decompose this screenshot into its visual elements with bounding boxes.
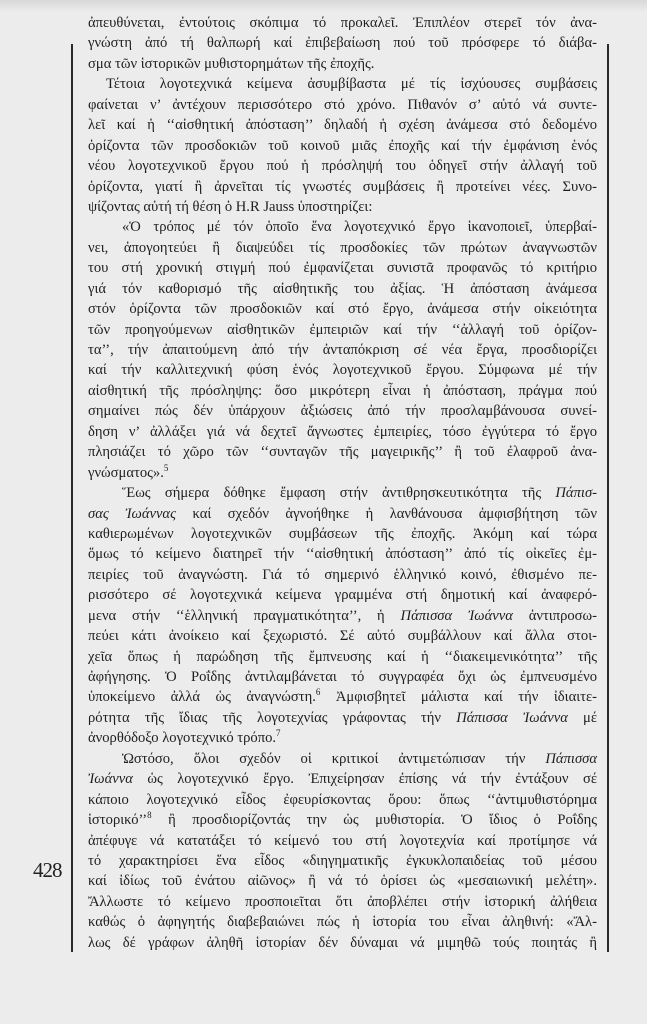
text-line: [88, 606, 597, 626]
text-line: [88, 136, 597, 156]
text-segment: ἀνορθόδοξο λογοτεχνικό τρόπο.: [88, 730, 277, 747]
text-segment: μέ: [567, 709, 597, 726]
text-segment: Πάπισσα Ἰωάννα: [456, 709, 568, 726]
text-segment: πλησιάζει τό χῶρο τῶν ‘‘συνταγῶν τῆς μαγειρικῆς’’ ἢ τοῦ ἐλαφροῦ ἀνα-: [88, 444, 597, 461]
footnote-ref: 5: [163, 462, 169, 473]
text-segment: νέου λογοτεχνικοῦ ἔργου πού ἡ πρόσληψή του ὁδηγεῖ στήν ἀλλαγή τοῦ: [88, 158, 597, 175]
text-segment: γνώσματος».: [88, 464, 164, 481]
text-segment: ρισσότερο σέ λογοτεχνικά κείμενα γραμμένα στή δημοτική καί ἀναφερό-: [88, 587, 597, 604]
text-line: [88, 626, 597, 646]
text-line: [88, 687, 597, 707]
text-segment: καί τήν καλλιτεχνική φύση ἑνός λογοτεχνικοῦ ἔργου. Σύμφωνα μέ τήν: [88, 362, 597, 379]
text-line: [88, 299, 597, 319]
text-segment: πειρίες τοῦ ἀναγνώστη. Γιά τό σημερινό ἑλληνικό κοινό, ἐθισμένο πε-: [88, 566, 597, 583]
text-segment: ἀπευθύνεται, ἐντούτοις σκόπιμα τό προκαλεῖ. Ἐπιπλέον στερεῖ τόν ἀνα-: [88, 15, 597, 31]
text-line: [88, 156, 597, 176]
text-line: [88, 279, 597, 299]
text-line: [88, 320, 597, 340]
text-segment: ὅμως τό κείμενο διατηρεῖ τήν ‘‘αἰσθητική ἀπόσταση’’ ἀπό τίς οἰκεῖες ἐμ-: [88, 546, 597, 563]
text-segment: λεῖ καί ἡ ‘‘αἰσθητική ἀπόσταση’’ δηλαδή ἡ σχέση ἀνάμεσα στό δεδομένο: [88, 117, 597, 134]
text-line: [88, 728, 597, 748]
text-line: [88, 381, 597, 401]
text-line: [88, 360, 597, 380]
text-line: [88, 708, 597, 728]
body-text: [88, 13, 597, 953]
text-line: [88, 831, 597, 851]
text-line: [88, 177, 597, 197]
text-segment: Ὡστόσο, ὅλοι σχεδόν οἱ κριτικοί ἀντιμετώπισαν τήν: [122, 750, 546, 767]
text-segment: ἀφήγησης. Ὁ Ροΐδης ἀντιλαμβάνεται τό συγγραφέα ὄχι ὡς ἐμπνευσμένο: [88, 669, 597, 685]
text-segment: ὡς λογοτεχνικό ἔργο. Ἐπιχείρησαν ἐπίσης νά τήν ἐντάξουν σέ: [132, 771, 597, 788]
text-line: [88, 851, 597, 871]
text-line: [88, 54, 597, 74]
text-segment: ὁρίζοντα τῶν προσδοκιῶν τοῦ κοινοῦ μιᾶς ἐποχῆς καί τήν ἐμφάνιση ἑνός: [88, 137, 597, 154]
text-segment: Πάπισσα Ἰωάννα: [400, 607, 513, 624]
text-line: [88, 442, 597, 462]
text-segment: τα’’, τήν ἀπαιτούμενη ἀπό τήν ἀνταπόκριση σέ νέα ἔργα, προσδιορίζει: [88, 342, 597, 358]
text-segment: Πάπισ-: [555, 485, 597, 502]
text-segment: του στή χρονική στιγμή πού ἐμφανίζεται συνιστᾶ προφανῶς τό κριτήριο: [88, 260, 597, 277]
text-line: [88, 463, 597, 483]
text-line: [88, 810, 597, 830]
text-line: [88, 892, 597, 912]
text-segment: νει, ἀπογοητεύει ἢ διαψεύδει τίς προσδοκίες τῶν πρώτων ἀναγνωστῶν: [88, 239, 597, 256]
text-segment: τῶν προηγούμενων αἰσθητικῶν ἐμπειριῶν καί τήν ‘‘ἀλλαγή τοῦ ὁρίζον-: [88, 321, 597, 338]
text-segment: σας Ἰωάννας: [88, 505, 177, 522]
left-margin-rule: [71, 44, 73, 952]
text-segment: Ἀμφισβητεῖ μάλιστα καί τήν ἰδιαιτε-: [320, 689, 597, 706]
text-line: [88, 217, 597, 237]
text-segment: ρότητα τῆς ἴδιας τῆς λογοτεχνίας γράφοντας τήν: [88, 709, 457, 726]
text-line: [88, 13, 597, 33]
text-segment: Ἕως σήμερα δόθηκε ἔμφαση στήν ἀντιθρησκευτικότητα τῆς: [122, 485, 556, 502]
footnote-ref: 8: [147, 810, 152, 821]
text-line: [88, 524, 597, 544]
text-line: [88, 749, 597, 769]
text-line: [88, 238, 597, 258]
text-segment: ὁρίζοντα, γιατί ἢ ἀρνεῖται τίς γνωστές συμβάσεις ἢ προτείνει νέες. Συνο-: [88, 178, 597, 195]
footnote-ref: 6: [315, 687, 321, 698]
text-line: [88, 790, 597, 810]
text-segment: καί ἰδίως τοῦ ἐνάτου αἰῶνος» ἢ νά τό ὁρίσει ὡς «μεσαιωνική μελέτη».: [88, 873, 597, 890]
text-line: [88, 871, 597, 891]
text-segment: λως δέ γράφων ἀληθῆ ἱστορίαν δέν δύναμαι νά μιμηθῶ τούς ποιητάς ἢ: [88, 934, 597, 951]
text-line: [88, 422, 597, 442]
page-number: 428: [33, 858, 62, 882]
text-segment: καί σχεδόν ἀγνοήθηκε ἡ λανθάνουσα ἀμφισβήτηση τῶν: [176, 505, 598, 522]
text-segment: τό χαρακτηρίσει ἕνα εἶδος «διηγηματικῆς ἐγκυκλοπαιδείας τοῦ μέσου: [88, 852, 597, 869]
text-line: [88, 504, 597, 524]
text-segment: αἰσθητική τῆς πρόσληψης: ὅσο μικρότερη εἶναι ἡ ἀπόσταση, πράγμα πού: [88, 382, 597, 399]
text-segment: Ἄλλωστε τό κείμενο προσποιεῖται ὅτι ἀποβλέπει στήν ἱστορική ἀλήθεια: [88, 893, 597, 910]
text-segment: ἢ προσδιορίζοντάς την ὡς μυθιστορία. Ὁ ἴδιος ὁ Ροΐδης: [151, 812, 597, 829]
text-segment: μενα στήν ‘‘ἑλληνική πραγματικότητα’’, ἡ: [88, 607, 401, 624]
text-segment: κάποιο λογοτεχνικό εἶδος ἐφευρίσκοντας ὅρου: ὅπως ‘‘ἀντιμυθιστόρημα: [88, 791, 597, 808]
text-segment: σμα τῶν ἱστορικῶν μυθιστορημάτων τῆς ἐποχῆς.: [88, 55, 375, 72]
right-margin-rule: [607, 44, 609, 952]
text-line: [88, 115, 597, 135]
text-segment: δηση ν’ ἀλλάξει γιά νά δεχτεῖ ἄγνωστες ἐμπειρίες, τόσο ἐγγύτερα τό ἔργο: [88, 423, 597, 440]
text-line: [88, 401, 597, 421]
text-line: [88, 483, 597, 503]
text-segment: καθώς ὁ ἀφηγητής διαβεβαιώνει πώς ἡ ἱστορία του εἶναι ἀληθινή: «Ἄλ-: [88, 914, 597, 931]
text-line: [88, 74, 597, 94]
text-line: [88, 95, 597, 115]
text-segment: γνώστη ἀπό τή θαλπωρή καί ἐπιβεβαίωση πού τοῦ πρόσφερε τό διάβα-: [88, 35, 597, 52]
text-segment: καθιερωμένων λογοτεχνικῶν συμβάσεων τῆς ἐποχῆς. Ἀκόμη καί τώρα: [88, 525, 597, 542]
text-line: [88, 647, 597, 667]
text-segment: ὑποκείμενο ἀλλά ὡς ἀναγνώστη.: [88, 689, 316, 706]
text-segment: Ἰωάννα: [88, 771, 133, 788]
text-segment: ἱστορικό’’: [88, 812, 148, 829]
text-segment: πεύει κάτι ἀνοίκειο καί ξεχωριστό. Σέ αὐτό συμβάλλουν καί ἄλλα στοι-: [88, 628, 597, 645]
text-segment: «Ὁ τρόπος μέ τόν ὁποῖο ἕνα λογοτεχνικό ἔργο ἱκανοποιεῖ, ὑπερβαί-: [122, 219, 597, 236]
text-segment: σημαίνει πώς δέν ὑπάρχουν ἀξιώσεις ἀπό τήν προσλαμβάνουσα συνεί-: [88, 403, 597, 420]
text-line: [88, 769, 597, 789]
footnote-ref: 7: [276, 728, 281, 739]
text-segment: Τέτοια λογοτεχνικά κείμενα ἀσυμβίβαστα μέ τίς ἰσχύουσες συμβάσεις: [106, 76, 597, 93]
text-line: [88, 667, 597, 687]
text-line: [88, 933, 597, 953]
text-segment: ψίζοντας αὐτή τή θέση ὁ H.R Jauss ὑποστηρίζει:: [88, 198, 373, 215]
text-segment: γιά τόν καθορισμό τῆς αἰσθητικῆς του ἀξίας. Ἡ ἀπόσταση ἀνάμεσα: [88, 280, 597, 297]
text-segment: ἀπέφυγε νά κατατάξει τό κείμενό του στή λογοτεχνία καί προτίμησε νά: [88, 832, 597, 849]
text-segment: ἀντιπροσω-: [512, 607, 598, 624]
scan-top-edge: [0, 0, 647, 12]
text-line: [88, 258, 597, 278]
text-segment: στόν ὁρίζοντα τῶν προσδοκιῶν καί στό ἔργο, ἀνάμεσα στήν οἰκειότητα: [88, 301, 597, 318]
text-segment: χεῖα ὅπως ἡ παρώδηση τῆς ἔμπνευσης καί ἡ ‘‘διακειμενικότητα’’ τῆς: [88, 648, 597, 665]
text-line: [88, 912, 597, 932]
text-line: [88, 544, 597, 564]
text-line: [88, 585, 597, 605]
text-segment: φαίνεται ν’ ἀντέχουν περισσότερο στό χρόνο. Πιθανόν σ’ αὐτό νά συντε-: [88, 96, 597, 113]
text-segment: Πάπισσα: [545, 750, 597, 767]
text-line: [88, 340, 597, 360]
text-line: [88, 565, 597, 585]
text-line: [88, 33, 597, 53]
text-line: [88, 197, 597, 217]
